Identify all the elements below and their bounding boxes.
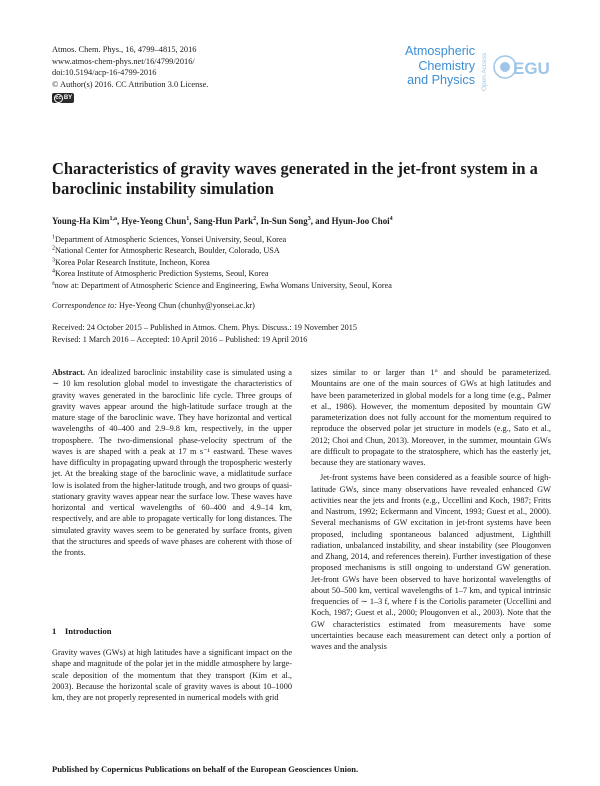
correspondence: [52, 301, 255, 310]
body-paragraph: Gravity waves (GWs) at high latitudes have a significant impact on the shape and magnitude of the polar jet in the middle atmosphere by large-scale deposition of the momentum that they transport (Kim et al., 2003). Because the horizontal scale of gravity waves is about 10–1000 km, they are not properly represented in numerical models with grid: [52, 648, 292, 702]
journal-name-line: Chemistry: [418, 58, 475, 73]
author-list: Young-Ha Kim$^{1,a}$, Hye-Yeong Chun$^1$, Sang-Hun Park$^2$, In-Sun Song$^3$, and Hyun-Joo Choi$^4$: [52, 216, 393, 226]
revised-line: Revised: 1 March 2016 – Accepted: 10 April 2016 – Published: 19 April 2016: [52, 334, 308, 344]
author: Sang-Hun Park$^2$: [193, 216, 257, 226]
right-column: [311, 367, 551, 652]
abstract: [52, 367, 292, 558]
correspondence-label: Correspondence to:: [52, 301, 117, 310]
publication-dates: [52, 322, 357, 345]
abstract-text: An idealized baroclinic instability case is simulated using a ∼ 10 km resolution global model to investigate the characteristics of gravity waves generated in the baroclinic life cycle. Three groups of gravity waves appear around the high-latitude surface trough at the mature stage of the baroclinic wave. They have horizontal and vertical wavelengths of 40–400 and 2.9–9.8 km, respectively, in the upper troposphere. The two-dimensional phase-velocity spectrum of the waves is are shaped with a peak at 17 m s⁻¹ eastward. These waves have difficulty in propagating upward through the tropospheric westerly jet. At the breaking stage of the baroclinic wave, a midlatitude surface low is isolated from the higher-latitude trough, and two groups of quasi-stationary gravity waves appear near the surface low. These waves have horizontal and vertical wavelengths of 60–400 and 4.9–14 km, respectively, and are able to propagate vertically for long distances. The simulated gravity waves seem to be generated by surface fronts, given that the structures and speeds of wave phases are coherent with those of the fronts.: [52, 368, 292, 557]
journal-name-line: Atmospheric: [405, 44, 475, 58]
abstract-label: Abstract.: [52, 368, 85, 377]
cc-license-icon[interactable]: [52, 93, 74, 103]
affiliation: $^4$Korea Institute of Atmospheric Prediction Systems, Seoul, Korea: [52, 268, 269, 279]
paper-title: Characteristics of gravity waves generated in the jet-front system in a baroclinic instability simulation: [52, 159, 538, 198]
section-heading-introduction: 1 Introduction: [52, 626, 112, 636]
cc-badge-label: cc: [55, 94, 62, 101]
body-paragraph: sizes similar to or larger than 1° and should be parameterized. Mountains are one of the main sources of GWs at high latitudes and have been parameterized in global models for a long time (e.g., Palmer et al., 1986). However, the momentum deposited by mountain GW parameterization does not fully account for the momentum required to reproduce the observed polar jet structure in models (e.g., Sato et al., 2012; Choi and Chun, 2013). Moreover, in the summer, mountain GWs are difficult to propagate to the stratosphere, which has the easterly jet, because they are stationary waves.: [311, 368, 551, 467]
open-access-text: Open Access: [481, 52, 488, 91]
citation-line: Atmos. Chem. Phys., 16, 4799–4815, 2016: [52, 45, 197, 54]
open-access-label: [480, 42, 488, 92]
affiliation: $^2$National Center for Atmospheric Research, Boulder, Colorado, USA: [52, 245, 280, 256]
received-line: Received: 24 October 2015 – Published in Atmos. Chem. Phys. Discuss.: 19 November 2015: [52, 323, 357, 332]
author: Hye-Yeong Chun$^1$: [121, 216, 190, 226]
affiliations: [52, 234, 552, 291]
journal-name-line: and Physics: [407, 73, 475, 87]
journal-url[interactable]: www.atmos-chem-phys.net/16/4799/2016/: [52, 56, 195, 66]
journal-name: [400, 44, 475, 88]
license-line: © Author(s) 2016. CC Attribution 3.0 License.: [52, 79, 209, 89]
body-paragraph: Jet-front systems have been considered as a feasible source of high-latitude GWs, since many observations have revealed enhanced GW activities near the jets and fronts (e.g., Uccellini and Koch, 1987; Fritts and Nastrom, 1992; Eckermann and Vincent, 1993; Guest et al., 2000). Several mechanisms of GW excitation in jet-front systems have been proposed, including spontaneous balanced adjustment, Lighthill radiation, unbalanced instability, and shear instability (see Plougonven and Zhang, 2014, and references therein). Further investigation of these proposed mechanisms is still ongoing to understand GW generation. Jet-front GWs have been observed to have horizontal wavelengths of about 50–500 km, vertical wavelengths of 1–7 km, and typical intrinsic frequencies of ∼ 1–3 f, where f is the Coriolis parameter (Uccellini and Koch, 1987; Guest et al., 2000; Plougonven et al., 2003). Note that the GW characteristics estimated from measurements have some uncertainties because each measurement can detect only a portion of waves and the analysis: [311, 473, 551, 651]
citation-block: [52, 44, 208, 90]
publisher-footer: Published by Copernicus Publications on behalf of the European Geosciences Union.: [52, 764, 359, 774]
affiliation: $^a$now at: Department of Atmospheric Science and Engineering, Ewha Womans University, Seoul, Korea: [52, 279, 392, 290]
cc-by-label: BY: [63, 95, 73, 101]
egu-logo-text: EGU: [513, 59, 550, 78]
correspondence-contact[interactable]: Hye-Yeong Chun (chunhy@yonsei.ac.kr): [119, 301, 255, 310]
doi[interactable]: doi:10.5194/acp-16-4799-2016: [52, 68, 157, 78]
affiliation: $^3$Korea Polar Research Institute, Incheon, Korea: [52, 257, 210, 267]
author: Young-Ha Kim$^{1,a}$: [52, 216, 117, 226]
affiliation: $^1$Department of Atmospheric Sciences, Yonsei University, Seoul, Korea: [52, 234, 287, 244]
author: and Hyun-Joo Choi$^4$: [315, 216, 393, 226]
introduction-paragraph: [52, 647, 292, 703]
egu-logo-icon: [493, 52, 551, 82]
author: In-Sun Song$^3$: [260, 216, 311, 226]
